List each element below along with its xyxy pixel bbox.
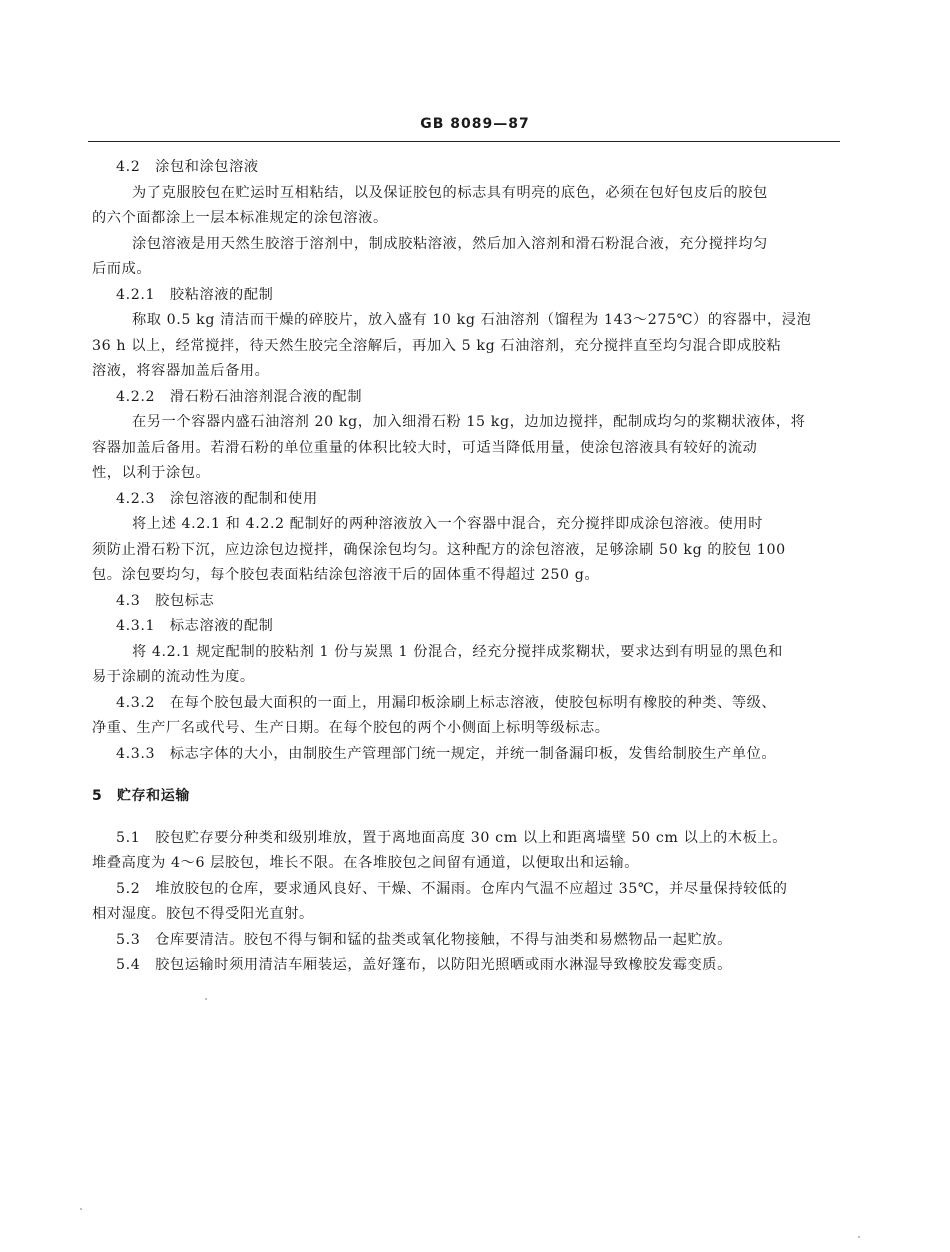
text-line: 4.2.3 涂包溶液的配制和使用 xyxy=(116,490,318,507)
scan-speck xyxy=(858,1236,860,1238)
standard-number-header: GB 8089—87 xyxy=(420,116,530,132)
text-line: 5.3 仓库要清洁。胶包不得与铜和锰的盐类或氧化物接触，不得与油类和易燃物品一起贮放。 xyxy=(116,931,732,948)
text-line: 4.3 胶包标志 xyxy=(116,592,215,609)
text-line: 5.4 胶包运输时须用清洁车厢装运，盖好篷布，以防阳光照晒或雨水淋湿导致橡胶发霉变质。 xyxy=(116,957,732,973)
text-line: 4.3.2 在每个胶包最大面积的一面上，用漏印板涂刷上标志溶液，使胶包标明有橡胶的种类、等级、 xyxy=(116,694,777,711)
text-line: 在另一个容器内盛石油溶剂 20 kg，加入细滑石粉 15 kg，边加边搅拌，配制成均匀的浆糊状液体，将 xyxy=(132,414,806,430)
text-line: 性，以利于涂包。 xyxy=(92,465,211,481)
text-line: 的六个面都涂上一层本标准规定的涂包溶液。 xyxy=(92,210,388,226)
text-line: 易于涂刷的流动性为度。 xyxy=(92,669,255,685)
text-line: 5.2 堆放胶包的仓库，要求通风良好、干燥、不漏雨。仓库内气温不应超过 35℃，并尽量保持较低的 xyxy=(116,880,788,897)
document-body xyxy=(92,157,842,981)
text-line: 5.1 胶包贮存要分种类和级别堆放，置于离地面高度 30 cm 以上和距离墙壁 50 cm 以上的木板上。 xyxy=(116,829,788,846)
text-line: 须防止滑石粉下沉，应边涂包边搅拌，确保涂包均匀。这种配方的涂包溶液，足够涂刷 50 kg 的胶包 100 xyxy=(92,541,786,558)
text-line: 涂包溶液是用天然生胶溶于溶剂中，制成胶粘溶液，然后加入溶剂和滑石粉混合液，充分搅拌均匀 xyxy=(132,235,768,252)
spacer xyxy=(92,769,842,781)
text-line: 包。涂包要均匀，每个胶包表面粘结涂包溶液干后的固体重不得超过 250 g。 xyxy=(92,567,600,583)
text-line: 4.3.1 标志溶液的配制 xyxy=(116,618,274,634)
text-line: 4.2.1 胶粘溶液的配制 xyxy=(116,286,274,303)
text-line: 4.3.3 标志字体的大小，由制胶生产管理部门统一规定，并统一制备漏印板，发售给制胶生产单位。 xyxy=(116,745,777,762)
text-line: 将上述 4.2.1 和 4.2.2 配制好的两种溶液放入一个容器中混合，充分搅拌即成涂包溶液。使用时 xyxy=(132,516,763,532)
text-line: 净重、生产厂名或代号、生产日期。在每个胶包的两个小侧面上标明等级标志。 xyxy=(92,720,610,736)
text-line: 为了克服胶包在贮运时互相粘结，以及保证胶包的标志具有明亮的底色，必须在包好包皮后的胶包 xyxy=(132,184,768,201)
scan-speck xyxy=(205,998,207,1000)
text-line: 将 4.2.1 规定配制的胶粘剂 1 份与炭黑 1 份混合，经充分搅拌成浆糊状，要求达到有明显的黑色和 xyxy=(132,643,783,660)
scan-speck xyxy=(80,1208,82,1210)
text-line: 容器加盖后备用。若滑石粉的单位重量的体积比较大时，可适当降低用量，使涂包溶液具有较好的流动 xyxy=(92,439,758,456)
header-rule xyxy=(88,141,840,142)
text-line: 称取 0.5 kg 清洁而干燥的碎胶片，放入盛有 10 kg 石油溶剂（馏程为 143～275℃）的容器中，浸泡 xyxy=(132,312,812,328)
text-line: 堆叠高度为 4～6 层胶包，堆长不限。在各堆胶包之间留有通道，以便取出和运输。 xyxy=(92,855,640,871)
text-line: 36 h 以上，经常搅拌，待天然生胶完全溶解后，再加入 5 kg 石油溶剂，充分搅拌直至均匀混合即成胶粘 xyxy=(92,337,782,354)
text-line: 后而成。 xyxy=(92,261,152,277)
text-line: 相对湿度。胶包不得受阳光直射。 xyxy=(92,906,314,922)
section-heading: 5 贮存和运输 xyxy=(92,787,190,804)
text-line: 溶液，将容器加盖后备用。 xyxy=(92,363,270,379)
spacer xyxy=(92,811,842,823)
text-line: 4.2 涂包和涂包溶液 xyxy=(116,159,259,175)
text-line: 4.2.2 滑石粉石油溶剂混合液的配制 xyxy=(116,388,363,405)
